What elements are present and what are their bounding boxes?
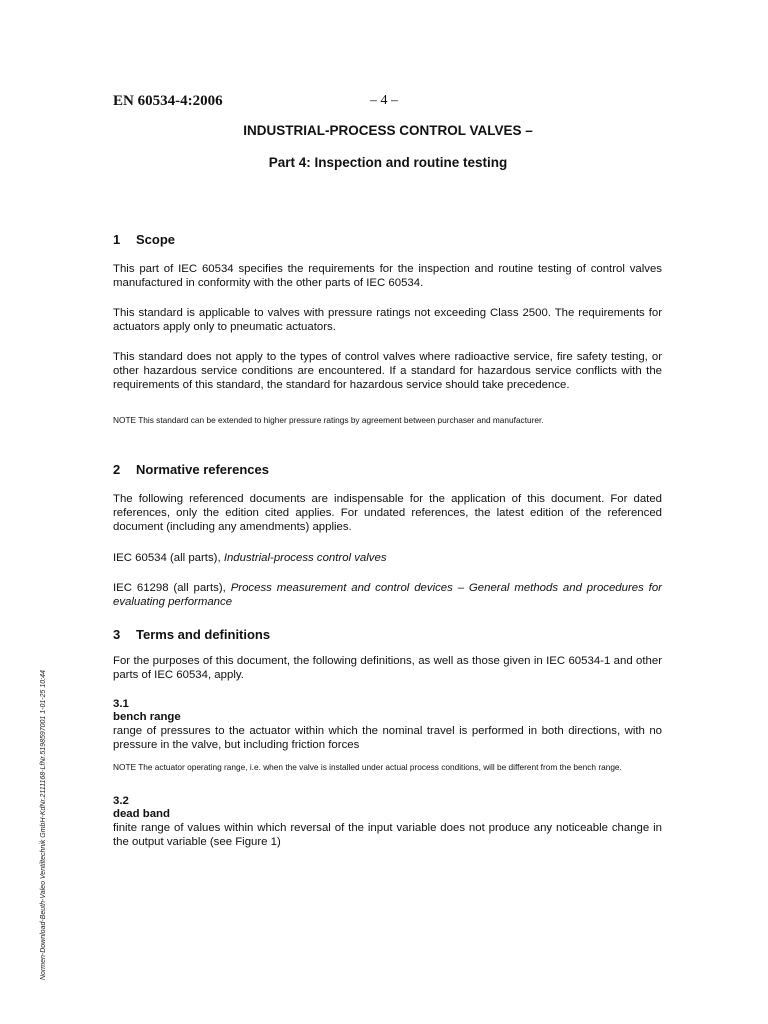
scope-note: NOTE This standard can be extended to higher pressure ratings by agreement between purchaser and manufacturer. <box>113 415 544 425</box>
reference-title: Industrial-process control valves <box>223 552 387 564</box>
scope-paragraph-2: This standard is applicable to valves with pressure ratings not exceeding Class 2500. The requirements for actuators apply only to pneumatic actuators. <box>113 307 662 333</box>
reference-iec-61298 <box>113 581 662 609</box>
section-title: Scope <box>136 232 176 247</box>
reference-code: IEC 60534 (all parts), <box>113 552 221 564</box>
term-number: 3.1 <box>113 698 129 710</box>
reference-iec-60534 <box>113 551 662 565</box>
section-number: 1 <box>113 232 121 247</box>
term-name: dead band <box>113 808 170 820</box>
term-definition: range of pressures to the actuator within which the nominal travel is performed in both directions, with no pressure in the valve, but including friction forces <box>113 725 662 751</box>
page-number: – 4 – <box>370 93 398 108</box>
reference-title: Process measurement and control devices – General methods and procedures for evaluating performance <box>113 582 662 608</box>
download-stamp: Normen-Download-Beuth-Valeo Ventiltechnik GmbH-KdNr.2111168-LfNr.5198597001 1-01-25 10:44 <box>40 670 47 980</box>
document-id: EN 60534-4:2006 <box>113 93 223 109</box>
term-name: bench range <box>113 711 181 723</box>
section-heading-terms <box>113 627 270 642</box>
terms-paragraph: For the purposes of this document, the following definitions, as well as those given in IEC 60534-1 and other parts of IEC 60534, apply. <box>113 655 662 681</box>
normative-paragraph: The following referenced documents are indispensable for the application of this document. For dated references, only the edition cited applies. For undated references, the latest edition of the referenced document (including any amendments) applies. <box>113 493 662 533</box>
scope-paragraph-3: This standard does not apply to the types of control valves where radioactive service, fire safety testing, or other hazardous service conditions are encountered. If a standard for hazardous service conflicts with the requirements of this standard, the standard for hazardous service should take precedence. <box>113 351 662 391</box>
term-definition: finite range of values within which reversal of the input variable does not produce any noticeable change in the output variable (see Figure 1) <box>113 822 662 848</box>
scope-paragraph-1: This part of IEC 60534 specifies the requirements for the inspection and routine testing of control valves manufactured in conformity with the other parts of IEC 60534. <box>113 263 662 289</box>
section-number: 2 <box>113 462 121 477</box>
document-subtitle: Part 4: Inspection and routine testing <box>268 155 508 170</box>
section-title: Terms and definitions <box>136 627 271 642</box>
term-number: 3.2 <box>113 795 129 807</box>
section-heading-normative-references <box>113 462 269 477</box>
section-number: 3 <box>113 627 121 642</box>
section-title: Normative references <box>136 462 269 477</box>
document-title: INDUSTRIAL-PROCESS CONTROL VALVES – <box>243 123 533 138</box>
term-note: NOTE The actuator operating range, i.e. when the valve is installed under actual process conditions, will be different from the bench range. <box>113 762 622 772</box>
section-heading-scope <box>113 232 175 247</box>
reference-code: IEC 61298 (all parts), <box>113 582 226 594</box>
